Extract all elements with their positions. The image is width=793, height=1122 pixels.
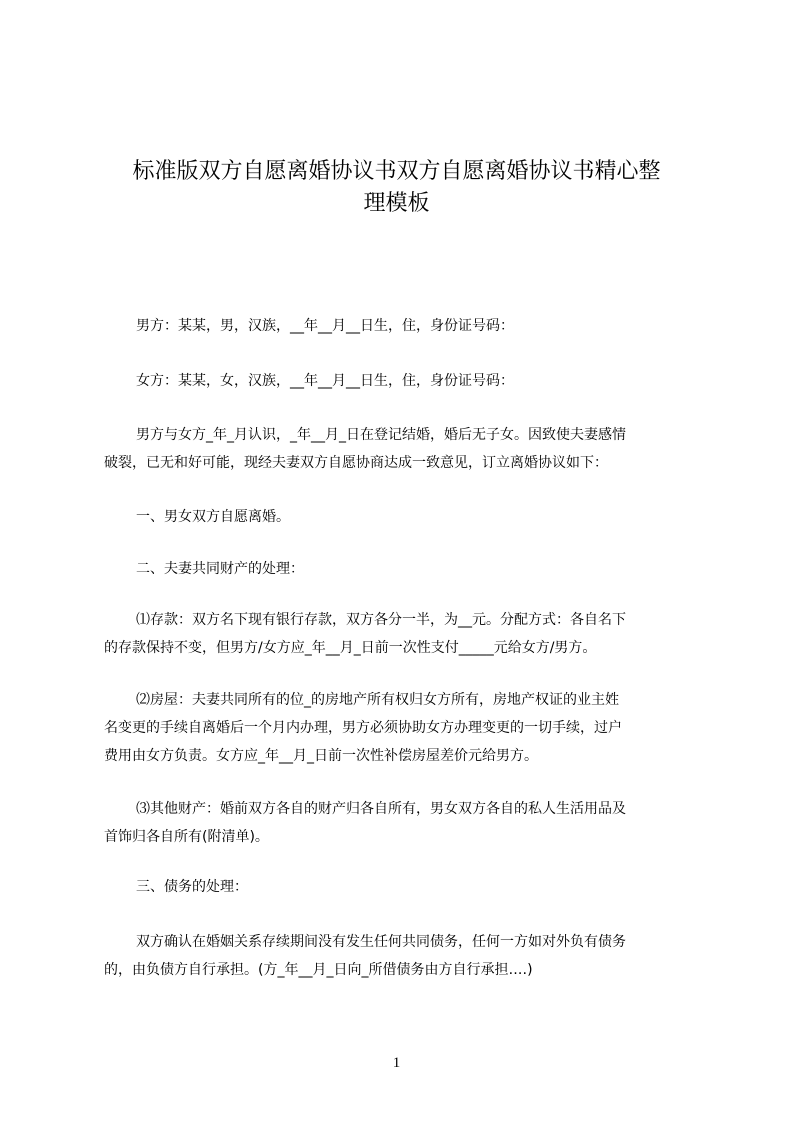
page-title [80, 156, 713, 220]
paragraph-line: 名变更的手续自离婚后一个月内办理，男方必须协助女方办理变更的一切手续，过户 [104, 720, 622, 736]
paragraph-line: 破裂，已无和好可能，现经夫妻双方自愿协商达成一致意见，订立离婚协议如下： [104, 455, 608, 471]
page-number: 1 [392, 1055, 401, 1071]
paragraph-line: 男方：某某，男，汉族，__年__月__日生，住，身份证号码： [136, 318, 514, 334]
paragraph-debt [104, 928, 704, 984]
paragraph-line: 的，由负债方自行承担。(方_年__月_日向_所借债务由方自行承担‥‥) [104, 962, 533, 978]
section-heading-2 [104, 555, 704, 583]
paragraph-line: ⑴存款：双方名下现有银行存款，双方各分一半，为__元。分配方式：各自名下 [136, 612, 626, 628]
section-heading-3 [104, 873, 704, 901]
paragraph-line: 三、债务的处理： [136, 879, 248, 895]
paragraph-other-property [104, 795, 704, 851]
paragraph-line: 女方：某某，女，汉族，__年__月__日生，住，身份证号码： [136, 373, 514, 389]
paragraph-line: 双方确认在婚姻关系存续期间没有发生任何共同债务，任何一方如对外负有债务 [136, 934, 626, 950]
paragraph-intro [104, 421, 704, 477]
paragraph-line: 二、夫妻共同财产的处理： [136, 561, 304, 577]
paragraph-man-info [104, 312, 704, 340]
paragraph-line: 一、男女双方自愿离婚。 [136, 509, 290, 525]
paragraph-line: ⑶其他财产：婚前双方各自的财产归各自所有，男女双方各自的私人生活用品及 [136, 801, 626, 817]
paragraph-line: 费用由女方负责。女方应_年__月_日前一次性补偿房屋差价元给男方。 [104, 748, 538, 764]
paragraph-deposit [104, 606, 704, 662]
paragraph-woman-info [104, 367, 704, 395]
paragraph-line: 首饰归各自所有(附清单)。 [104, 829, 269, 845]
title-line: 标准版双方自愿离婚协议书双方自愿离婚协议书精心整 [132, 158, 661, 184]
paragraph-line: 男方与女方_年_月认识，_年__月_日在登记结婚，婚后无子女。因致使夫妻感情 [136, 427, 626, 443]
title-line: 理模板 [363, 190, 430, 216]
section-heading-1 [104, 503, 704, 531]
paragraph-house [104, 686, 704, 770]
paragraph-line: 的存款保持不变，但男方/女方应_年__月_日前一次性支付_____元给女方/男方。 [104, 640, 597, 656]
paragraph-line: ⑵房屋：夫妻共同所有的位_的房地产所有权归女方所有，房地产权证的业主姓 [136, 692, 619, 708]
